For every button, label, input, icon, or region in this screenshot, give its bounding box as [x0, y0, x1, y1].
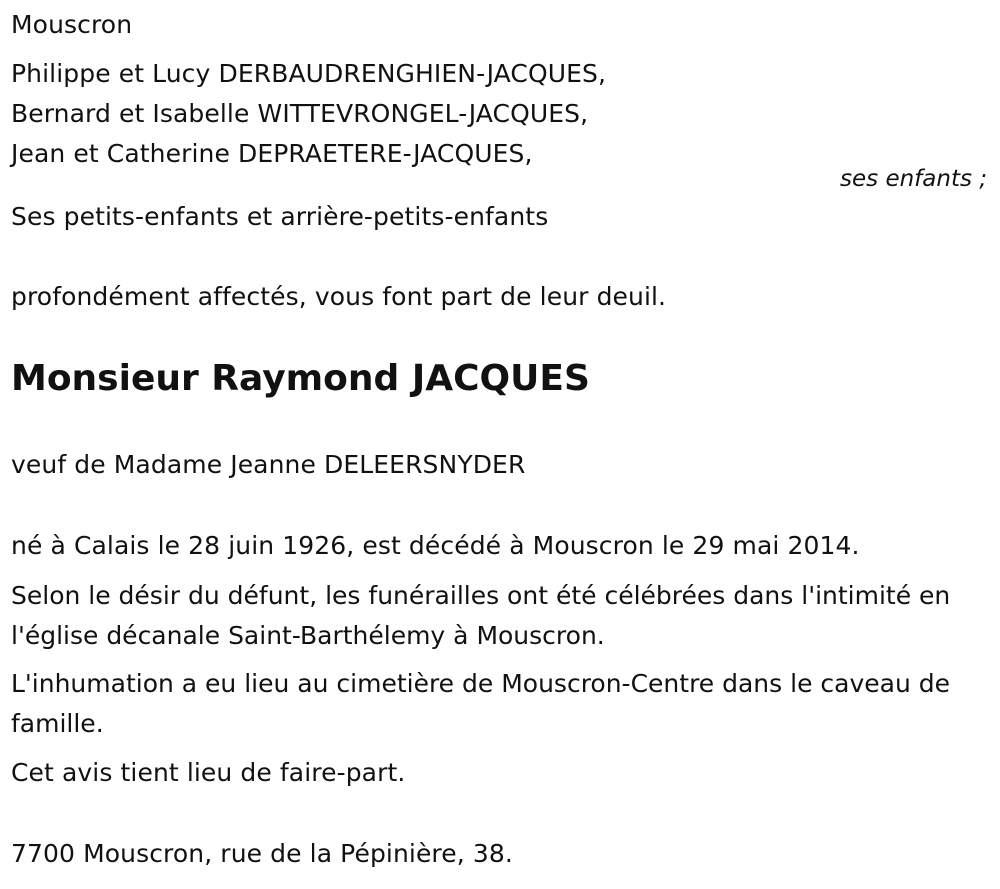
child-line-1: Philippe et Lucy DERBAUDRENGHIEN-JACQUES,	[11, 59, 607, 88]
notice-line: Cet avis tient lieu de faire-part.	[11, 758, 406, 787]
deceased-name: Monsieur Raymond JACQUES	[11, 358, 590, 399]
address-line: 7700 Mouscron, rue de la Pépinière, 38.	[11, 839, 513, 868]
grandchildren-line: Ses petits-enfants et arrière-petits-enfants	[11, 202, 549, 231]
funeral-paragraph: Selon le désir du défunt, les funérailles ont été célébrées dans l'intimité en l'église décanale Saint-Barthélemy à Mouscron.	[11, 581, 951, 650]
child-line-3: Jean et Catherine DEPRAETERE-JACQUES,	[11, 139, 533, 168]
child-line-2: Bernard et Isabelle WITTEVRONGEL-JACQUES,	[11, 99, 589, 128]
location-title: Mouscron	[11, 10, 133, 39]
announcement-line: profondément affectés, vous font part de leur deuil.	[11, 282, 667, 311]
spouse-line: veuf de Madame Jeanne DELEERSNYDER	[11, 450, 526, 479]
burial-paragraph: L'inhumation a eu lieu au cimetière de Mouscron-Centre dans le caveau de famille.	[11, 669, 951, 738]
birth-death-line: né à Calais le 28 juin 1926, est décédé à Mouscron le 29 mai 2014.	[11, 531, 860, 560]
children-relation: ses enfants ;	[840, 166, 987, 192]
